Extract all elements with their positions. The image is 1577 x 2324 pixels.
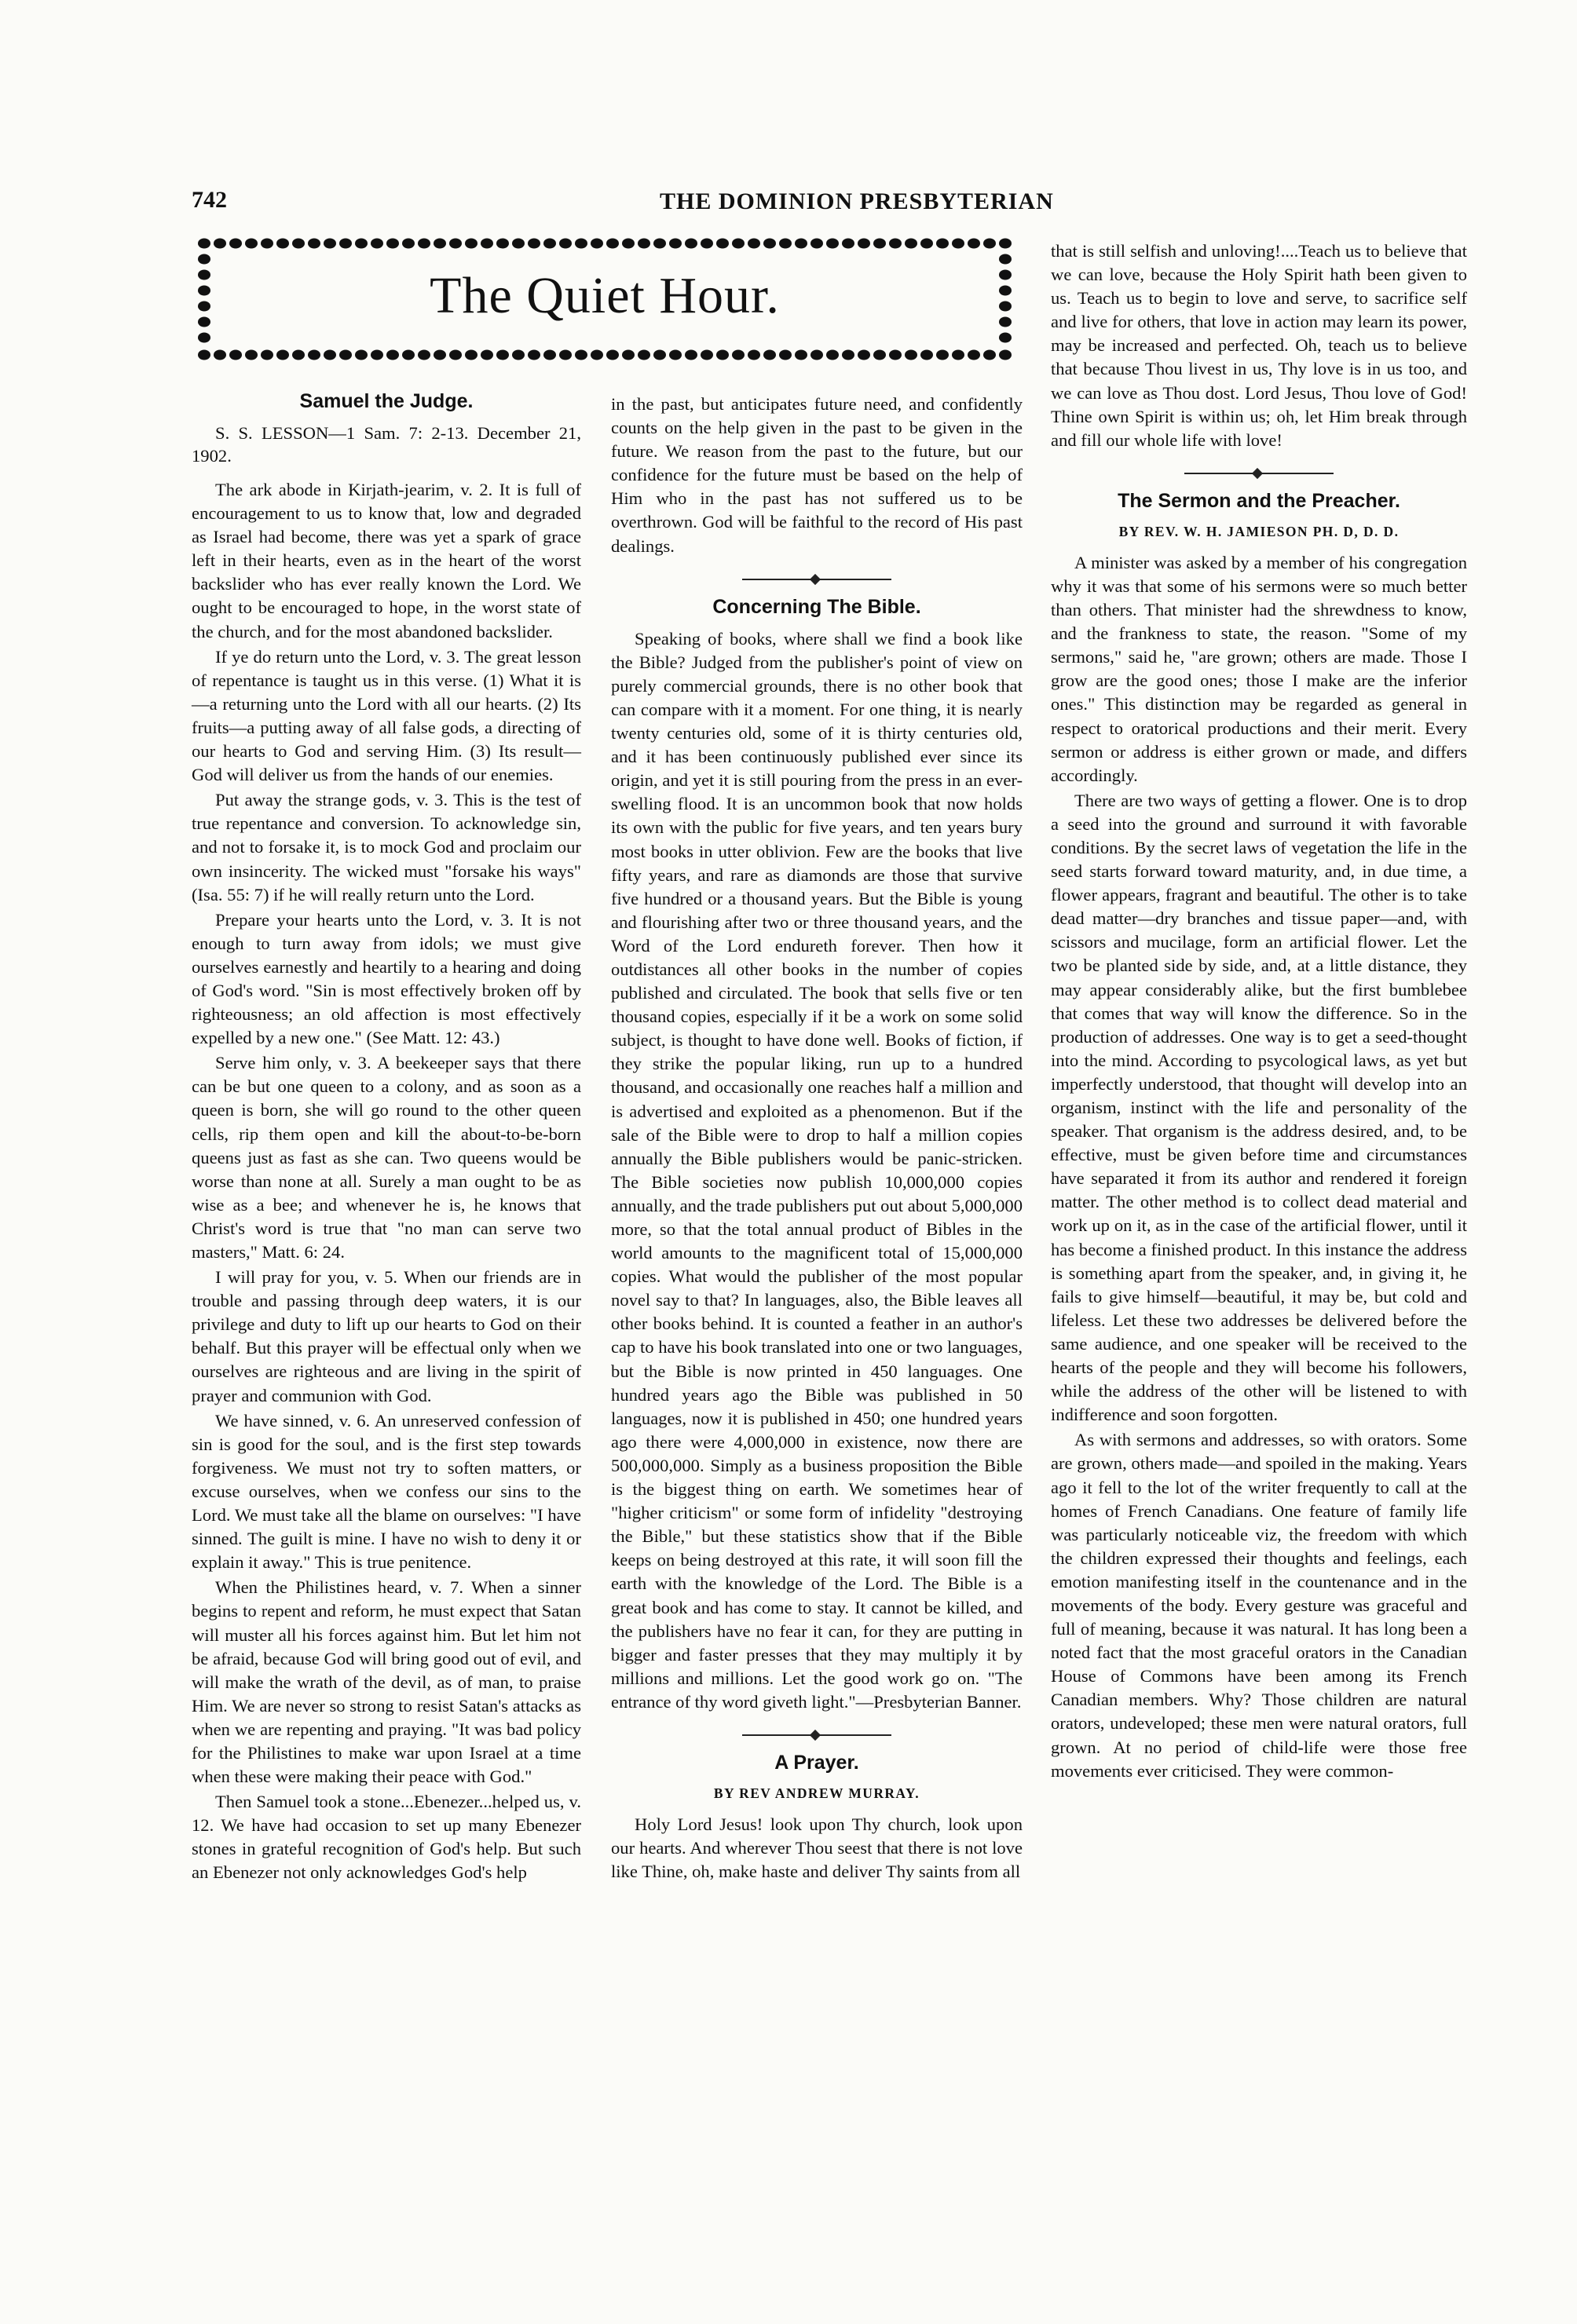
border-dot (261, 239, 273, 249)
border-dot (983, 239, 996, 249)
paragraph: The ark abode in Kirjath-jearim, v. 2. It is full of encouragement to us to know that, low and degraded as Israel had become, there was yet a spark of grace left in their hearts, even as in the heart of the worst backslider who has ever really known the Lord. We ought to be encouraged to hope, in the worst state of the church, and for the most abandoned backslider. (192, 480, 581, 641)
article-heading-samuel: Samuel the Judge. (299, 390, 474, 412)
border-dot (543, 350, 556, 360)
border-dot (842, 239, 854, 249)
paragraph: There are two ways of getting a flower. One is to drop a seed into the ground and surround it with favorable conditions. By the secret laws of vegetation the life in the seed starts forward toward maturity, and, in due time, a flower appears, fragrant and beautiful. The other is to take dead matter—dry branches and tissue paper—and, with scissors and mucilage, form an artificial flower. Let the two be planted side by side, and, at a little distance, they may appear considerably alike, but the first bumblebee that comes that way will know the difference. So in the production of addresses. One way is to get a seed-thought into the mind. According to psycological laws, as yet but imperfectly understood, that thought will develop into an organism, instinct with the life and personality of the speaker. That organism is the address desired, and, to be effective, must be given before time and circumstances have separated it from its author and rendered it foreign matter. The other method is to collect dead material and work up on it, as in the case of the artificial flower, until it has become a finished product. In this instance the address is something apart from the speaker, and, in giving it, he fails to give himself—beautiful, it may be, but cold and lifeless. Let these two addresses be delivered before the same audience, and one speaker will be received to the hearts of the people and they will become his followers, while the address of the other will be listened to with indifference and soon forgotten. (1051, 790, 1467, 1425)
border-dot (936, 350, 949, 360)
lesson-reference: S. S. LESSON—1 Sam. 7: 2-13. December 21, 1902. (192, 423, 581, 466)
border-dot (481, 239, 493, 249)
border-dot (873, 239, 886, 249)
border-dot (591, 350, 603, 360)
border-dot (999, 333, 1012, 343)
border-dot (386, 239, 399, 249)
border-dot (669, 239, 682, 249)
border-dot (276, 350, 289, 360)
border-dot (968, 239, 980, 249)
border-dot (653, 350, 666, 360)
border-dot (481, 350, 493, 360)
border-dot (732, 239, 745, 249)
border-dot (371, 350, 383, 360)
border-dot (449, 239, 462, 249)
section-divider (742, 579, 891, 580)
border-dot (748, 239, 760, 249)
border-dot (638, 350, 650, 360)
border-dot (999, 350, 1012, 360)
border-dot (355, 239, 368, 249)
border-dot (920, 350, 933, 360)
page-number: 742 (192, 187, 227, 213)
byline: BY REV ANDREW MURRAY. (713, 1785, 920, 1801)
section-divider (742, 1734, 891, 1736)
border-dot (638, 239, 650, 249)
border-dot (968, 350, 980, 360)
border-dot (873, 350, 886, 360)
border-dot (198, 350, 210, 360)
border-dot (748, 350, 760, 360)
border-dot (653, 239, 666, 249)
border-dot (795, 239, 807, 249)
border-dot (465, 239, 477, 249)
border-dot (434, 239, 446, 249)
border-dot (371, 239, 383, 249)
border-dot (701, 350, 713, 360)
quiet-hour-banner (196, 236, 1013, 363)
border-dot (685, 239, 697, 249)
border-dot (386, 350, 399, 360)
paragraph: We have sinned, v. 6. An unreserved confession of sin is good for the soul, and is the first step towards forgiveness. We must not try to soften matters, or excuse ourselves, when we confess our sins to the Lord. We must take all the blame on ourselves: "I have sinned. The guilt is mine. I have no wish to deny it or explain it away." This is true penitence. (192, 1410, 581, 1573)
border-dot (983, 350, 996, 360)
border-dot (779, 350, 792, 360)
border-dot (418, 350, 430, 360)
section-divider (1184, 473, 1334, 474)
paragraph: Then Samuel took a stone...Ebenezer...helped us, v. 12. We have had occasion to set up many Ebenezer stones in grateful recognition of God's help. But such an Ebenezer not only acknowledges God's help (192, 1792, 581, 1883)
border-dot (795, 350, 807, 360)
byline: BY REV. W. H. JAMIESON PH. D, D. D. (1118, 523, 1400, 539)
border-dot (434, 350, 446, 360)
border-dot (732, 350, 745, 360)
border-dot (606, 239, 619, 249)
border-dot (543, 239, 556, 249)
border-dot (292, 350, 305, 360)
paragraph: Prepare your hearts unto the Lord, v. 3. It is not enough to turn away from idols; we must give ourselves earnestly and heartily to a hearing and doing of God's word. "Sin is most effectively broken off by righteousness; an old affection is most effectively expelled by a new one." (See Matt. 12: 43.) (192, 909, 581, 1048)
border-dot (528, 350, 540, 360)
border-dot (575, 239, 587, 249)
border-dot (889, 239, 902, 249)
border-dot (575, 350, 587, 360)
border-dot (198, 333, 210, 343)
border-dot (591, 239, 603, 249)
border-dot (496, 350, 509, 360)
border-dot (512, 239, 525, 249)
border-dot (920, 239, 933, 249)
paragraph: I will pray for you, v. 5. When our friends are in trouble and passing through deep waters, it is our privilege and duty to lift up our hearts to God on their behalf. But this prayer will be effectual only when we ourselves are righteous and are living in the spirit of prayer and communion with God. (192, 1267, 581, 1405)
border-dot (402, 239, 415, 249)
border-dot (324, 350, 336, 360)
border-dot (889, 350, 902, 360)
border-dot (308, 350, 320, 360)
paragraph-continued: in the past, but anticipates future need, and confidently counts on the help given in the past to be given in the future. We reason from the past to the future, but our confidence for the future must be based on the help of Him who in the past has not suffered us to be overthrown. God will be faithful to the record of His past dealings. (611, 394, 1023, 556)
border-dot (826, 239, 839, 249)
banner-title: The Quiet Hour. (430, 267, 780, 324)
paragraph: If ye do return unto the Lord, v. 3. The great lesson of repentance is taught us in this verse. (1) What it is—a returning unto the Lord with all our hearts. (2) Its fruits—a putting away of all false gods, a directing of our hearts to God and serving Him. (3) Its result—God will deliver us from the hands of our enemies. (192, 646, 581, 785)
paragraph: Serve him only, v. 3. A beekeeper says that there can be but one queen to a colony, and as soon as a queen is born, she will go round to the other queen cells, rip them open and kill the about-to-be-born queens just as fast as she can. Two queens would be worse than none at all. Surely a man ought to be as wise as a bee; and whenever he is, he knows that Christ's word is true that "no man can serve two masters," Matt. 6: 24. (192, 1053, 581, 1262)
border-dot (418, 239, 430, 249)
border-dot (716, 239, 729, 249)
border-dot (229, 239, 242, 249)
border-dot (826, 350, 839, 360)
border-dot (512, 350, 525, 360)
border-dot (214, 350, 226, 360)
border-dot (999, 239, 1012, 249)
paragraph: Put away the strange gods, v. 3. This is the test of true repentance and conversion. To acknowledge sin, and not to forsake it, is to mock God and proclaim our own insincerity. The wicked must "forsake his ways" (Isa. 55: 7) if he will really return unto the Lord. (192, 790, 581, 904)
border-dot (952, 350, 964, 360)
paragraph: Speaking of books, where shall we find a book like the Bible? Judged from the publisher's point of view on purely commercial grounds, there is no other book that can compare with it a moment. For one thing, it is nearly twenty centuries old, some of it is thirty centuries old, and it has been continuously published ever since its origin, and yet it is still pouring from the press in an ever-swelling flood. It is an uncommon book that now holds its own with the public for five years, and ten years bury most books in utter oblivion. Few are the books that live fifty years, and rare as diamonds are those that survive five hundred or a thousand years. But the Bible is young and flourishing after two or three thousand years, and the Word of the Lord endureth forever. Then how it outdistances all other books in the number of copies published and circulated. The book that sells five or ten thousand copies, especially if it be a work on some solid subject, is thought to have done well. Books of fiction, if they strike the popular liking, run up to a hundred thousand, and occasionally one reaches half a million and is advertised and exploited as a phenomenon. But if the sale of the Bible were to drop to half a million copies annually the Bible publishers would be panic-stricken. The Bible societies now publish 10,000,000 copies annually, and the trade publishers put out about 5,000,000 more, so that the total annual product of Bibles in the world amounts to the magnificent total of 15,000,000 copies. What would the publisher of the most popular novel say to that? In languages, also, the Bible leaves all other books behind. It is counted a feather in an author's cap to have his book translated into one or two languages, but the Bible is now printed in 450 languages. One hundred years ago the Bible was published in 50 languages, now it is published in 450; one hundred years ago there were 4,000,000 in existence, now there are 500,000,000. Simply as a business proposition the Bible is the biggest thing on earth. We sometimes hear of "higher criticism" or some form of infidelity "destroying the Bible," but these statistics show that if the Bible keeps on being destroyed at this rate, it will soon fill the earth with the knowledge of the Lord. The Bible is a great book and has come to stay. It cannot be killed, and the publishers have no fear it can, for they are putting in bigger and faster presses that they may multiply it by millions and millions. Let the good work go on. "The entrance of thy word giveth light."—Presbyterian Banner. (611, 628, 1023, 1712)
border-dot (685, 350, 697, 360)
border-dot (528, 239, 540, 249)
border-dot (622, 239, 635, 249)
paragraph-continued: that is still selfish and unloving!....Teach us to believe that we can love, because the Holy Spirit hath been given to us. Teach us to begin to love and serve, to sacrifice self and live for others, that love in action may learn its power, may be increased and perfected. Oh, teach us to believe that because Thou livest in us, Thy love is in us too, and we can love as Thou dost. Lord Jesus, Thou love of God! Thine own Spirit is within us; oh, let Him break through and fill our whole life with love! (1051, 241, 1467, 450)
border-dot (214, 239, 226, 249)
paragraph: When the Philistines heard, v. 7. When a sinner begins to repent and reform, he must expect that Satan will muster all his forces against him. But let him not be afraid, because God will bring good out of evil, and will make the wrath of the devil, as of man, to praise Him. We are never so strong to resist Satan's attacks as when we are repenting and praying. "It was bad policy for the Philistines to make war upon Israel at a time when these were making their peace with God." (192, 1577, 581, 1787)
border-dot (763, 239, 776, 249)
border-dot (559, 350, 572, 360)
border-dot (402, 350, 415, 360)
border-dot (810, 350, 823, 360)
border-dot (936, 239, 949, 249)
border-dot (339, 350, 352, 360)
border-dot (905, 239, 917, 249)
running-title: THE DOMINION PRESBYTERIAN (660, 188, 1054, 214)
border-dot (858, 350, 870, 360)
border-dot (292, 239, 305, 249)
border-dot (308, 239, 320, 249)
border-dot (559, 239, 572, 249)
border-dot (465, 350, 477, 360)
border-dot (496, 239, 509, 249)
border-dot (339, 239, 352, 249)
border-dot (355, 350, 368, 360)
column-3 (1051, 239, 1467, 1785)
border-dot (701, 239, 713, 249)
border-dot (669, 350, 682, 360)
border-dot (449, 350, 462, 360)
paragraph: Holy Lord Jesus! look upon Thy church, look upon our hearts. And wherever Thou seest that there is not love like Thine, oh, make haste and deliver Thy saints from all (611, 1814, 1023, 1882)
article-heading-sermon: The Sermon and the Preacher. (1118, 489, 1400, 512)
border-dot (952, 239, 964, 249)
border-dot (716, 350, 729, 360)
paragraph: As with sermons and addresses, so with orators. Some are grown, others made—and spoiled in the making. Years ago it fell to the lot of the writer frequently to call at the homes of French Canadians. One feature of family life was particularly noticeable viz, the freedom with which the children expressed their thoughts and feelings, each emotion manifesting itself in the countenance and in the movements of the body. Every gesture was graceful and full of meaning, because it was natural. It has long been a noted fact that the most graceful orators in the Canadian House of Commons have been among its French Canadian members. Why? Those children are natural orators, undeveloped; these men were natural orators, full grown. At no period of child-life were those free movements ever criticised. They were common- (1051, 1430, 1467, 1781)
border-dot (763, 350, 776, 360)
border-dot (261, 350, 273, 360)
border-dot (779, 239, 792, 249)
border-dot (245, 239, 258, 249)
border-dot (245, 350, 258, 360)
border-dot (622, 350, 635, 360)
border-dot (324, 239, 336, 249)
border-dot (229, 350, 242, 360)
column-2 (611, 393, 1023, 1885)
border-dot (198, 239, 210, 249)
column-1 (192, 381, 581, 1887)
border-dot (276, 239, 289, 249)
border-dot (905, 350, 917, 360)
border-dot (858, 239, 870, 249)
article-heading-prayer: A Prayer. (774, 1751, 859, 1774)
paragraph: A minister was asked by a member of his congregation why it was that some of his sermons were so much better than others. That minister had the shrewdness to know, and the frankness to state, the reason. "Some of my sermons," said he, "are grown; others are made. Those I grow are the good ones; those I make are the inferior ones." This distinction may be regarded as general in respect to oratorical productions and their merit. Every sermon or address is either grown or made, and differs accordingly. (1051, 552, 1467, 785)
border-dot (842, 350, 854, 360)
article-heading-bible: Concerning The Bible. (712, 595, 921, 618)
border-dot (606, 350, 619, 360)
border-dot (810, 239, 823, 249)
